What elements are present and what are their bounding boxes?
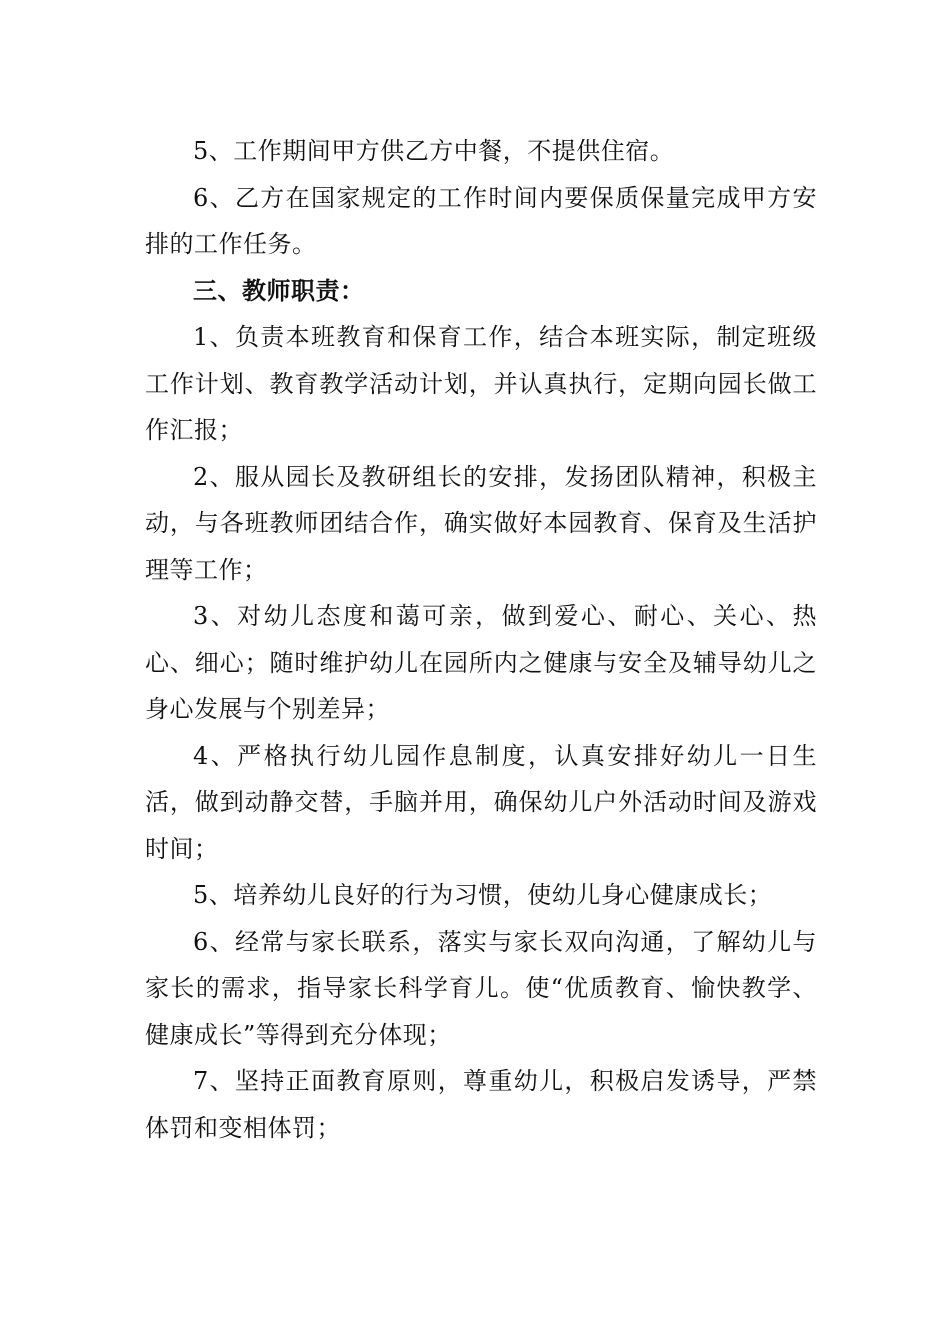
document-body	[145, 128, 817, 1151]
duty-item-2: 2、服从园长及教研组长的安排，发扬团队精神，积极主动，与各班教师团结合作，确实做好本园教育、保育及生活护理等工作；	[145, 462, 817, 584]
duty-item-4: 4、严格执行幼儿园作息制度，认真安排好幼儿一日生活，做到动静交替，手脑并用，确保幼儿户外活动时间及游戏时间；	[145, 741, 817, 863]
duty-item-5: 5、培养幼儿良好的行为习惯，使幼儿身心健康成长；	[193, 881, 773, 909]
paragraph-work-task: 6、乙方在国家规定的工作时间内要保质保量完成甲方安排的工作任务。	[145, 183, 817, 258]
duty-item-7: 7、坚持正面教育原则，尊重幼儿，积极启发诱导，严禁体罚和变相体罚；	[145, 1067, 817, 1142]
paragraph-meal-lodging: 5、工作期间甲方供乙方中餐，不提供住宿。	[193, 137, 675, 165]
duty-item-1: 1、负责本班教育和保育工作，结合本班实际，制定班级工作计划、教育教学活动计划，并认真执行，定期向园长做工作汇报；	[145, 323, 817, 444]
section-heading-teacher-duties: 三、教师职责：	[193, 275, 365, 305]
duty-item-3: 3、对幼儿态度和蔼可亲，做到爱心、耐心、关心、热心、细心；随时维护幼儿在园所内之健康与安全及辅导幼儿之身心发展与个别差异；	[145, 602, 817, 723]
duty-item-6: 6、经常与家长联系，落实与家长双向沟通，了解幼儿与家长的需求，指导家长科学育儿。使“优质教育、愉快教学、健康成长”等得到充分体现；	[145, 927, 817, 1049]
